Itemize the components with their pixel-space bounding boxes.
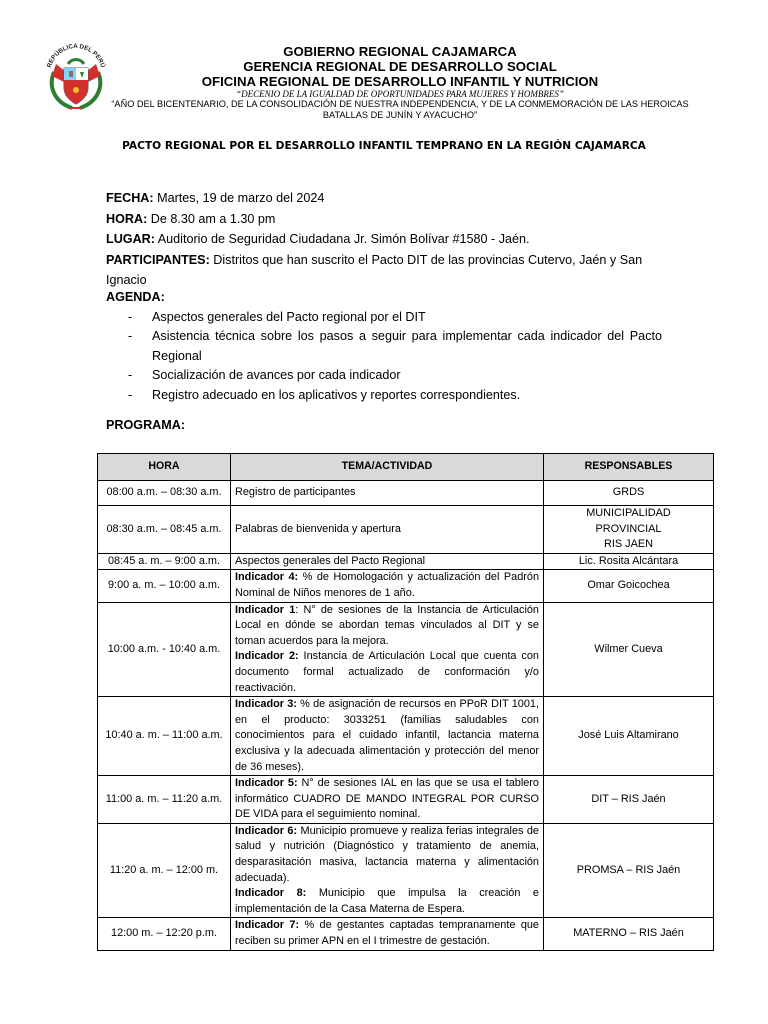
hora-label: HORA:	[106, 211, 148, 226]
programa-label: PROGRAMA:	[106, 418, 186, 432]
agenda-label: AGENDA:	[106, 290, 165, 304]
cell-tema: Indicador 1: N° de sesiones de la Instancia de Articulación Local en dónde se abordan temas vinculados al DIT y se toman acuerdos para la mejora. Indicador 2: Instancia de Articulación Local que cuenta con documento formal actualizado de conformación y/o reactivación.	[231, 602, 544, 697]
peru-coat-of-arms-icon	[42, 38, 110, 112]
hora-value: De 8.30 am a 1.30 pm	[147, 211, 276, 226]
participantes-line	[106, 250, 666, 291]
lugar-line	[106, 229, 666, 250]
table-row	[98, 506, 714, 554]
cell-resp: DIT – RIS Jaén	[544, 776, 714, 824]
program-table	[97, 453, 714, 951]
cell-tema: Palabras de bienvenida y apertura	[231, 506, 544, 554]
header-tema: TEMA/ACTIVIDAD	[231, 454, 544, 481]
year-slogan-line-2: BATALLAS DE JUNÍN Y AYACUCHO”	[322, 110, 478, 120]
svg-text:REPÚBLICA DEL PERÚ: REPÚBLICA DEL PERÚ	[45, 42, 107, 69]
list-item: - Registro adecuado en los aplicativos y reportes correspondientes.	[128, 387, 521, 402]
cell-resp: Lic. Rosita Alcántara	[544, 553, 714, 570]
cell-resp: MATERNO – RIS Jaén	[544, 918, 714, 950]
cell-resp: José Luis Altamirano	[544, 697, 714, 776]
cell-hora: 10:40 a. m. – 11:00 a.m.	[98, 697, 231, 776]
fecha-value: Martes, 19 de marzo del 2024	[153, 191, 325, 205]
letterhead-line-2: GERENCIA REGIONAL DE DESARROLLO SOCIAL	[243, 59, 557, 74]
table-row	[98, 481, 714, 506]
cell-resp: MUNICIPALIDAD PROVINCIAL RIS JAEN	[544, 506, 714, 554]
cell-tema: Indicador 5: N° de sesiones IAL en las que se usa el tablero informático CUADRO DE MANDO INTEGRAL POR CURSO DE VIDA para el seguimiento nominal.	[231, 776, 544, 824]
hora-line	[106, 209, 666, 230]
agenda-list	[106, 308, 662, 406]
table-row	[98, 918, 714, 950]
header-hora: HORA	[98, 454, 231, 481]
cell-hora: 11:00 a. m. – 11:20 a.m.	[98, 776, 231, 824]
cell-tema: Indicador 3: % de asignación de recursos en PPoR DIT 1001, en el producto: 3033251 (familias saludables con conocimientos para el cuidado infantil, lactancia materna exclusiva y la adecuada alimentación y protección del menor de 36 meses).	[231, 697, 544, 776]
cell-hora: 08:30 a.m. – 08:45 a.m.	[98, 506, 231, 554]
cell-hora: 12:00 m. – 12:20 p.m.	[98, 918, 231, 950]
decade-slogan: “DECENIO DE LA IGUALDAD DE OPORTUNIDADES PARA MUJERES Y HOMBRES”	[236, 89, 564, 99]
lugar-value: Auditorio de Seguridad Ciudadana Jr. Simón Bolívar #1580 - Jaén.	[154, 232, 530, 246]
table-row	[98, 570, 714, 602]
cell-tema: Aspectos generales del Pacto Regional	[231, 553, 544, 570]
fecha-line	[106, 188, 666, 209]
cell-tema: Indicador 7: % de gestantes captadas tempranamente que reciben su primer APN en el I trimestre de gestación.	[231, 918, 544, 950]
cell-hora: 10:00 a.m. - 10:40 a.m.	[98, 602, 231, 697]
agenda-section	[106, 288, 662, 405]
table-row	[98, 776, 714, 824]
letterhead-line-3: OFICINA REGIONAL DE DESARROLLO INFANTIL Y NUTRICION	[201, 74, 599, 89]
table-row	[98, 602, 714, 697]
cell-tema: Indicador 6: Municipio promueve y realiza ferias integrales de salud y nutrición (Diagnóstico y tratamiento de anemia, desparasitación masiva, lactancia materna y alimentación adecuada). Indicador 8: Municipio que impulsa la creación e implementación de la Casa Materna de Espera.	[231, 823, 544, 918]
list-item: - Aspectos generales del Pacto regional por el DIT	[128, 309, 426, 324]
participantes-value: Distritos que han suscrito el Pacto DIT de las provincias Cutervo, Jaén y San Ignacio	[106, 252, 643, 287]
cell-resp: Wilmer Cueva	[544, 602, 714, 697]
cell-hora: 9:00 a. m. – 10:00 a.m.	[98, 570, 231, 602]
cell-tema: Indicador 4: % de Homologación y actualización del Padrón Nominal de Niños menores de 1 año.	[231, 570, 544, 602]
table-header-row	[98, 454, 714, 481]
cell-resp: PROMSA – RIS Jaén	[544, 823, 714, 918]
cell-resp: Omar Goicochea	[544, 570, 714, 602]
cell-hora: 11:20 a. m. – 12:00 m.	[98, 823, 231, 918]
cell-tema: Registro de participantes	[231, 481, 544, 506]
participantes-label: PARTICIPANTES:	[106, 252, 210, 267]
letterhead-line-1: GOBIERNO REGIONAL CAJAMARCA	[283, 44, 517, 59]
lugar-label: LUGAR:	[106, 232, 155, 246]
table-row	[98, 553, 714, 570]
table-row	[98, 697, 714, 776]
event-info	[106, 188, 666, 291]
year-slogan-line-1: “AÑO DEL BICENTENARIO, DE LA CONSOLIDACIÓN DE NUESTRA INDEPENDENCIA, Y DE LA CONMEMORACIÓN DE LAS HEROICAS	[111, 99, 689, 109]
cell-hora: 08:00 a.m. – 08:30 a.m.	[98, 481, 231, 506]
fecha-label: FECHA:	[106, 191, 154, 205]
table-row	[98, 823, 714, 918]
cell-hora: 08:45 a. m. – 9:00 a.m.	[98, 553, 231, 570]
cell-resp: GRDS	[544, 481, 714, 506]
list-item: - Asistencia técnica sobre los pasos a seguir para implementar cada indicador del Pacto Regional	[128, 329, 662, 363]
header-responsables: RESPONSABLES	[544, 454, 714, 481]
letterhead	[110, 44, 690, 121]
list-item: - Socialización de avances por cada indicador	[128, 368, 401, 382]
document-title: PACTO REGIONAL POR EL DESARROLLO INFANTIL TEMPRANO EN LA REGIÓN CAJAMARCA	[122, 140, 646, 152]
